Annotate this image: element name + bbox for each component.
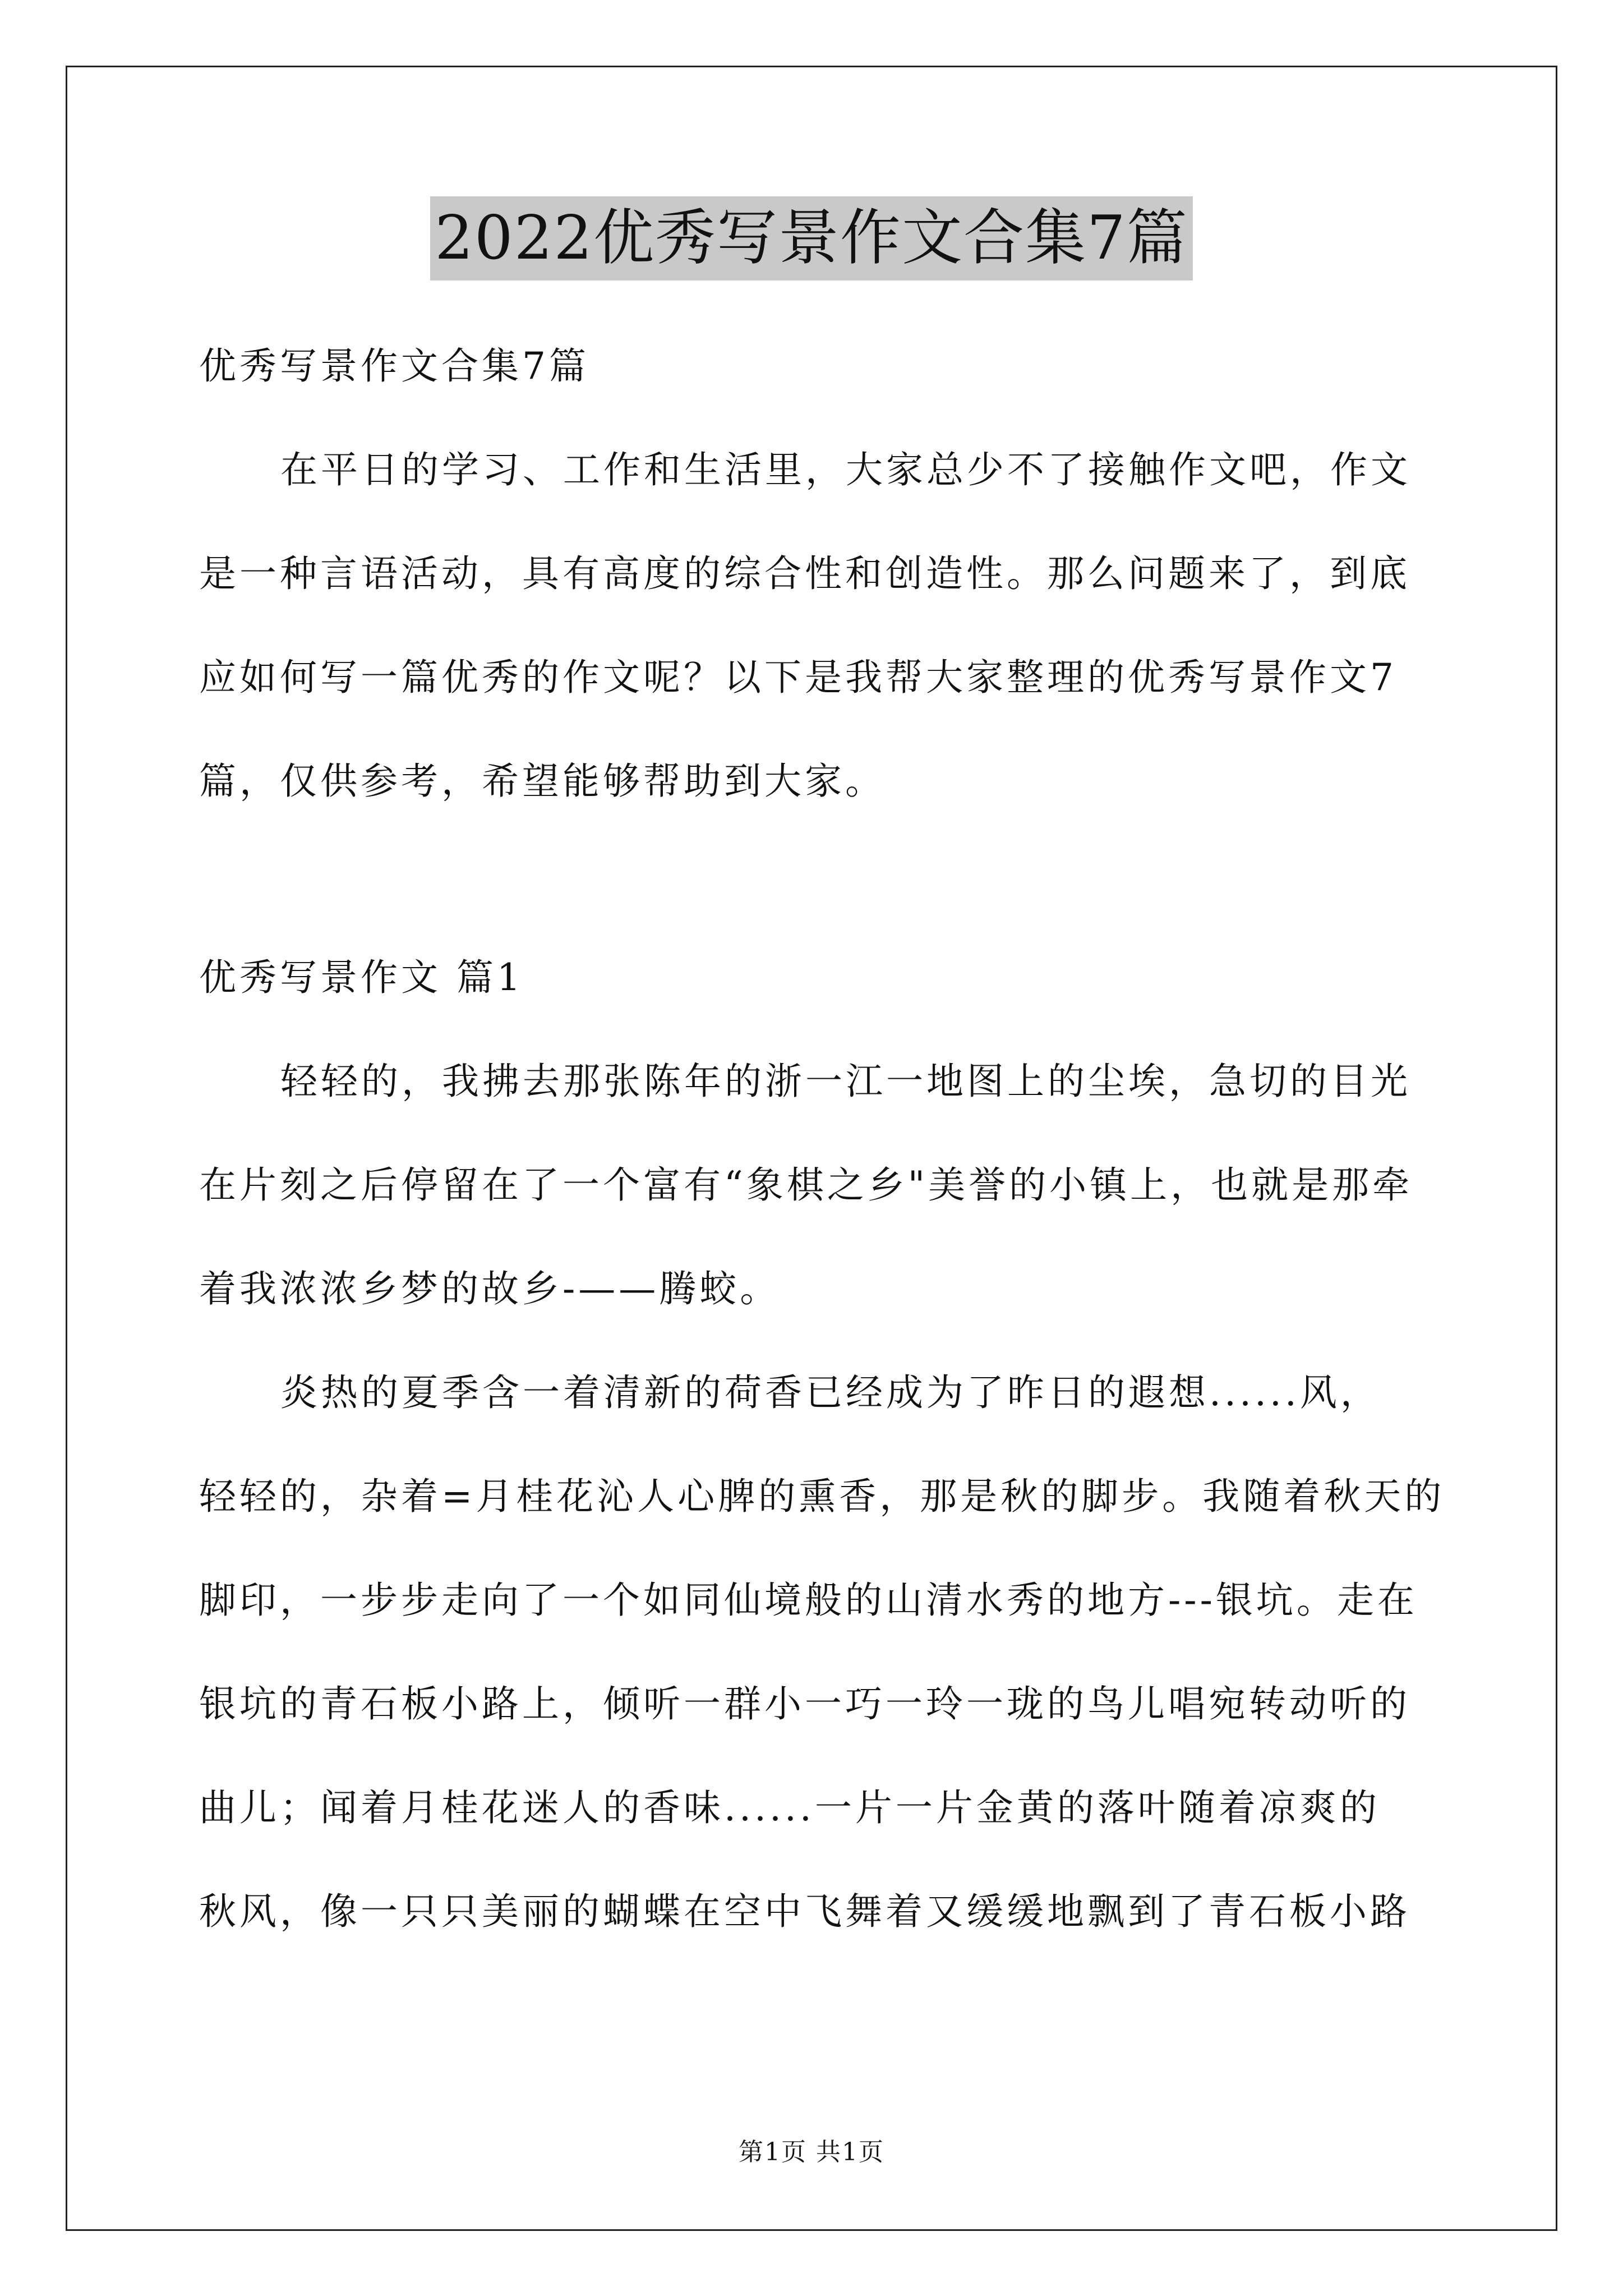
paragraph-line: 炎热的夏季含一着清新的荷香已经成为了昨日的遐想......风， <box>280 1371 1381 1414</box>
paragraph-line: 银坑的青石板小路上，倾听一群小一巧一玲一珑的鸟儿唱宛转动听的 <box>199 1682 1410 1726</box>
intro-line: 应如何写一篇优秀的作文呢？以下是我帮大家整理的优秀写景作文7 <box>199 656 1397 699</box>
paragraph-line: 轻轻的，我拂去那张陈年的浙一江一地图上的尘埃，急切的目光 <box>280 1060 1411 1103</box>
paragraph-line: 秋风，像一只只美丽的蝴蝶在空中飞舞着又缓缓地飘到了青石板小路 <box>199 1890 1410 1933</box>
document-title: 2022优秀写景作文合集7篇 <box>430 196 1193 280</box>
intro-line: 在平日的学习、工作和生活里，大家总少不了接触作文吧，作文 <box>280 448 1411 491</box>
section-heading: 优秀写景作文 篇1 <box>199 956 524 999</box>
paragraph-line: 在片刻之后停留在了一个富有“象棋之乡"美誉的小镇上，也就是那牵 <box>199 1163 1413 1207</box>
intro-line: 是一种言语活动，具有高度的综合性和创造性。那么问题来了，到底 <box>199 552 1410 595</box>
page-footer: 第1页 共1页 <box>739 2138 884 2166</box>
paragraph-line: 着我浓浓乡梦的故乡-——腾蛟。 <box>199 1267 781 1310</box>
paragraph-line: 轻轻的，杂着=月桂花沁人心脾的熏香，那是秋的脚步。我随着秋天的 <box>199 1475 1445 1518</box>
document-body <box>199 314 1433 833</box>
title-container <box>0 196 1623 280</box>
subtitle: 优秀写景作文合集7篇 <box>199 344 589 388</box>
paragraph-line: 脚印，一步步走向了一个如同仙境般的山清水秀的地方---银坑。走在 <box>199 1579 1418 1622</box>
paragraph-line: 曲儿；闻着月桂花迷人的香味......一片一片金黄的落叶随着凉爽的 <box>199 1786 1380 1829</box>
intro-line: 篇，仅供参考，希望能够帮助到大家。 <box>199 760 886 803</box>
section-1 <box>199 926 1445 1963</box>
